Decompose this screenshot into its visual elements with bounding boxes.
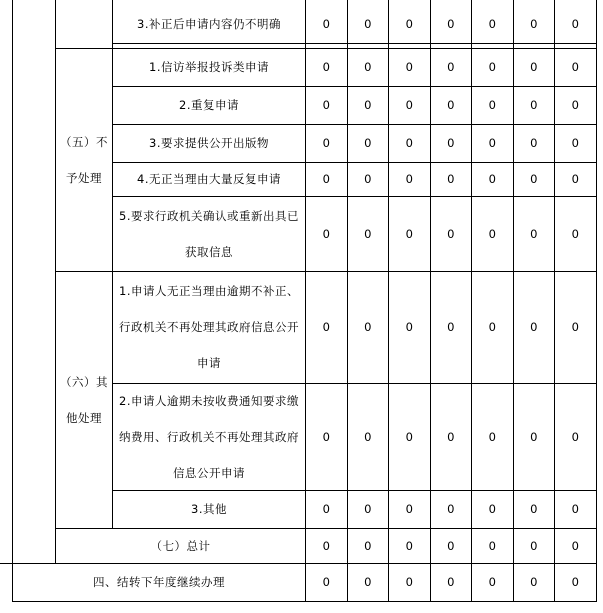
value-cell: 0	[571, 226, 580, 241]
value-cell: 0	[530, 172, 538, 186]
value-cell: 0	[322, 60, 331, 74]
value-cell: 0	[405, 538, 414, 553]
row-label: 四、结转下年度继续办理	[93, 575, 225, 589]
value-cell: 0	[488, 172, 497, 186]
value-cell: 0	[322, 320, 331, 334]
value-cell: 0	[530, 98, 538, 112]
group-label: （六）其他处理	[60, 374, 108, 425]
value-cell: 0	[405, 172, 414, 186]
value-cell: 0	[488, 502, 497, 516]
value-cell: 0	[447, 98, 455, 112]
value-cell: 0	[447, 320, 455, 334]
value-cell: 0	[405, 136, 414, 150]
value-cell: 0	[447, 17, 455, 31]
value-cell: 0	[447, 429, 455, 444]
value-cell: 0	[322, 17, 331, 31]
value-cell: 0	[571, 538, 580, 553]
row-label: 2.重复申请	[179, 98, 239, 112]
value-cell: 0	[405, 502, 414, 516]
value-cell: 0	[488, 60, 497, 74]
value-cell: 0	[364, 60, 372, 74]
value-cell: 0	[364, 226, 372, 241]
value-cell: 0	[364, 320, 372, 334]
value-cell: 0	[530, 538, 538, 553]
value-cell: 0	[447, 538, 455, 553]
value-cell: 0	[364, 136, 372, 150]
row-label: （七）总计	[150, 538, 211, 553]
value-cell: 0	[405, 320, 414, 334]
value-cell: 0	[405, 17, 414, 31]
value-cell: 0	[530, 575, 538, 589]
value-cell: 0	[571, 320, 580, 334]
value-cell: 0	[364, 17, 372, 31]
value-cell: 0	[364, 98, 372, 112]
value-cell: 0	[571, 17, 580, 31]
value-cell: 0	[322, 538, 331, 553]
value-cell: 0	[405, 226, 414, 241]
value-cell: 0	[405, 575, 414, 589]
value-cell: 0	[447, 575, 455, 589]
value-cell: 0	[530, 17, 538, 31]
value-cell: 0	[405, 98, 414, 112]
value-cell: 0	[571, 429, 580, 444]
value-cell: 0	[447, 172, 455, 186]
value-cell: 0	[488, 429, 497, 444]
value-cell: 0	[447, 60, 455, 74]
value-cell: 0	[571, 172, 580, 186]
row-label: 3.补正后申请内容仍不明确	[137, 17, 281, 31]
row-label: 3.其他	[191, 502, 227, 516]
value-cell: 0	[488, 320, 497, 334]
value-cell: 0	[405, 60, 414, 74]
row-label: 1.信访举报投诉类申请	[149, 60, 269, 74]
value-cell: 0	[530, 502, 538, 516]
value-cell: 0	[322, 98, 331, 112]
value-cell: 0	[322, 226, 331, 241]
value-cell: 0	[571, 502, 580, 516]
value-cell: 0	[571, 98, 580, 112]
value-cell: 0	[447, 502, 455, 516]
row-label: 4.无正当理由大量反复申请	[137, 172, 281, 186]
value-cell: 0	[571, 60, 580, 74]
row-label: 2.申请人逾期未按收费通知要求缴纳费用、行政机关不再处理其政府信息公开申请	[119, 393, 299, 480]
value-cell: 0	[364, 575, 372, 589]
value-cell: 0	[530, 429, 538, 444]
value-cell: 0	[530, 60, 538, 74]
value-cell: 0	[530, 136, 538, 150]
value-cell: 0	[530, 320, 538, 334]
value-cell: 0	[364, 172, 372, 186]
row-label: 1.申请人无正当理由逾期不补正、行政机关不再处理其政府信息公开申请	[119, 284, 299, 370]
value-cell: 0	[364, 502, 372, 516]
value-cell: 0	[488, 17, 497, 31]
value-cell: 0	[488, 98, 497, 112]
row-label: 5.要求行政机关确认或重新出具已获取信息	[119, 208, 299, 259]
value-cell: 0	[322, 429, 331, 444]
value-cell: 0	[488, 575, 497, 589]
value-cell: 0	[488, 538, 497, 553]
value-cell: 0	[488, 226, 497, 241]
value-cell: 0	[322, 136, 331, 150]
value-cell: 0	[405, 429, 414, 444]
value-cell: 0	[530, 226, 538, 241]
row-label: 3.要求提供公开出版物	[149, 136, 269, 150]
value-cell: 0	[488, 136, 497, 150]
grid-line	[0, 563, 13, 564]
grid-line	[596, 0, 597, 602]
value-cell: 0	[447, 136, 455, 150]
grid-line	[12, 0, 13, 602]
value-cell: 0	[322, 575, 331, 589]
group-label: （五）不予处理	[60, 134, 108, 185]
value-cell: 0	[364, 429, 372, 444]
value-cell: 0	[322, 172, 331, 186]
value-cell: 0	[322, 502, 331, 516]
value-cell: 0	[447, 226, 455, 241]
value-cell: 0	[571, 136, 580, 150]
value-cell: 0	[364, 538, 372, 553]
value-cell: 0	[571, 575, 580, 589]
